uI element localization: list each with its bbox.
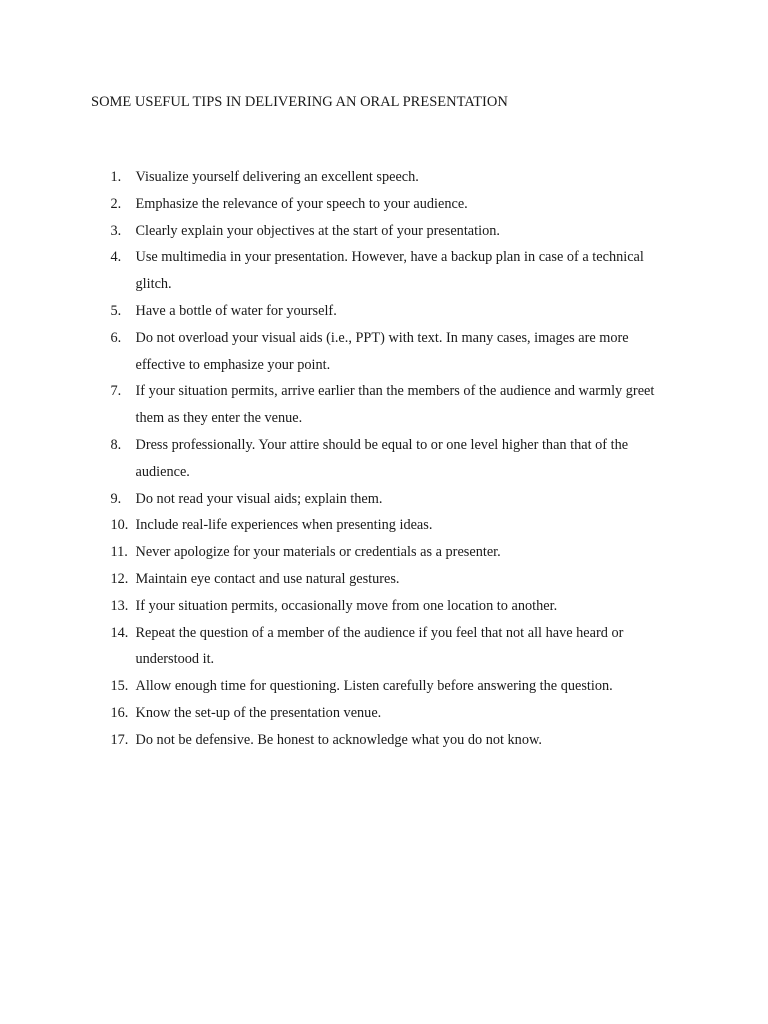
list-item bbox=[100, 218, 680, 245]
list-item-number: 15. bbox=[110, 678, 129, 695]
list-item-text: Do not be defensive. Be honest to acknowledge what you do not know. bbox=[135, 731, 542, 748]
list-item-number: 12. bbox=[110, 570, 129, 587]
list-item bbox=[100, 620, 680, 674]
list-item-number: 8. bbox=[110, 436, 122, 453]
list-item-number: 1. bbox=[110, 169, 122, 185]
list-item-text: Repeat the question of a member of the audience if you feel that not all have heard or understood it. bbox=[135, 624, 624, 668]
list-item-number: 10. bbox=[110, 517, 129, 534]
list-item-number: 9. bbox=[110, 490, 122, 507]
list-item bbox=[100, 298, 680, 325]
list-item-number: 7. bbox=[110, 383, 122, 400]
list-item bbox=[100, 673, 680, 700]
list-item-number: 13. bbox=[110, 597, 129, 614]
list-item-text: Clearly explain your objectives at the start of your presentation. bbox=[135, 222, 500, 239]
list-item-text: Use multimedia in your presentation. However, have a backup plan in case of a technical glitch. bbox=[135, 249, 644, 293]
list-item-text: Emphasize the relevance of your speech to your audience. bbox=[135, 195, 468, 212]
list-item bbox=[100, 593, 680, 620]
list-item bbox=[100, 378, 680, 432]
tips-list bbox=[100, 164, 680, 754]
page-title: SOME USEFUL TIPS IN DELIVERING AN ORAL PRESENTATION bbox=[91, 94, 508, 110]
list-item-text: Know the set-up of the presentation venue. bbox=[135, 704, 382, 721]
list-item-text: Dress professionally. Your attire should be equal to or one level higher than that of the audience. bbox=[135, 436, 629, 480]
list-item bbox=[100, 512, 680, 539]
list-item-number: 3. bbox=[110, 222, 122, 239]
list-item bbox=[100, 566, 680, 593]
list-item bbox=[100, 164, 680, 191]
list-item-text: Allow enough time for questioning. Listen carefully before answering the question. bbox=[135, 678, 613, 695]
list-item bbox=[100, 244, 680, 298]
list-item bbox=[100, 432, 680, 486]
list-item-text: Include real-life experiences when presenting ideas. bbox=[135, 517, 433, 534]
list-item-text: Do not read your visual aids; explain them. bbox=[135, 490, 383, 507]
list-item bbox=[100, 727, 680, 754]
list-item bbox=[100, 539, 680, 566]
list-item bbox=[100, 700, 680, 727]
list-item bbox=[100, 486, 680, 513]
list-item-text: Maintain eye contact and use natural gestures. bbox=[135, 570, 400, 587]
list-item-text: If your situation permits, occasionally move from one location to another. bbox=[135, 597, 558, 614]
list-item bbox=[100, 191, 680, 218]
list-item-number: 16. bbox=[110, 704, 129, 721]
list-item bbox=[100, 325, 680, 379]
list-item-number: 4. bbox=[110, 249, 122, 266]
list-item-number: 6. bbox=[110, 329, 122, 346]
list-item-number: 5. bbox=[110, 302, 122, 319]
list-item-number: 11. bbox=[110, 544, 128, 561]
list-item-text: Have a bottle of water for yourself. bbox=[135, 302, 337, 319]
list-item-number: 14. bbox=[110, 624, 129, 641]
list-item-text: Never apologize for your materials or credentials as a presenter. bbox=[135, 544, 501, 561]
list-item-text: Visualize yourself delivering an excellent speech. bbox=[135, 169, 419, 185]
list-item-number: 2. bbox=[110, 195, 122, 212]
list-item-text: Do not overload your visual aids (i.e., PPT) with text. In many cases, images are more effective to emphasize your point. bbox=[135, 329, 629, 373]
list-item-number: 17. bbox=[110, 731, 129, 748]
list-item-text: If your situation permits, arrive earlier than the members of the audience and warmly greet them as they enter the venue. bbox=[135, 383, 655, 427]
